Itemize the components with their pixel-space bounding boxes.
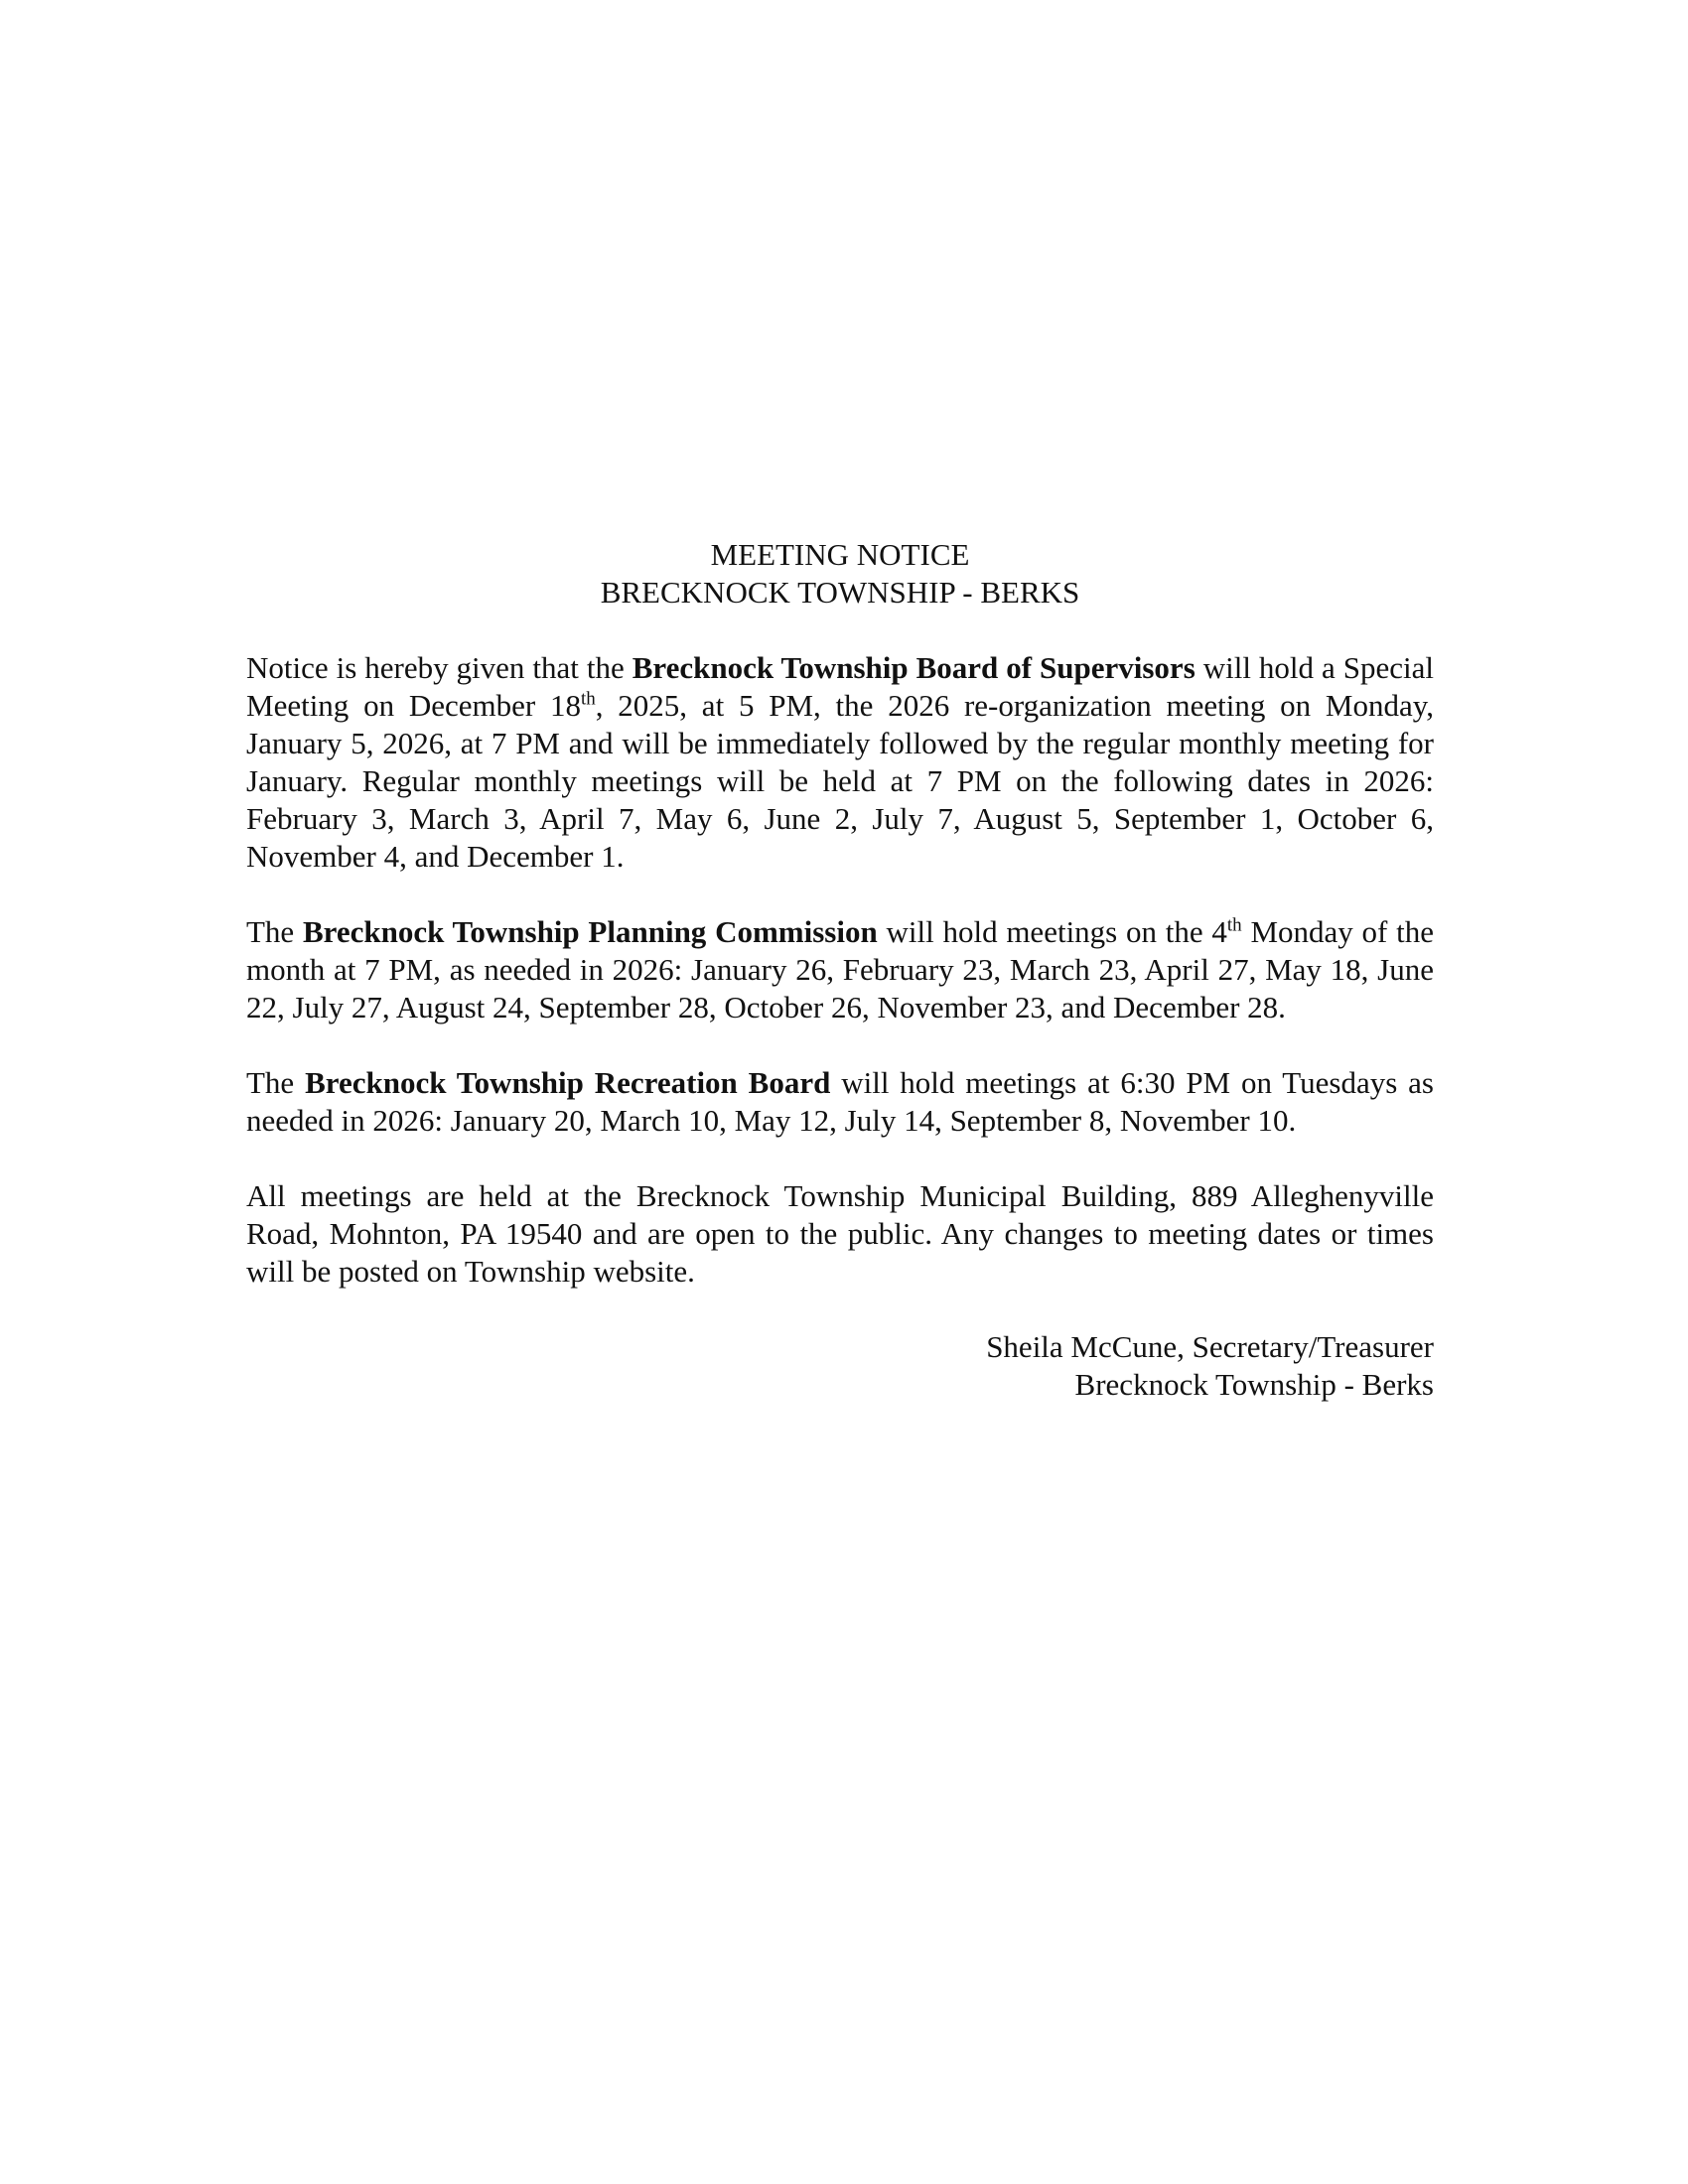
heading-subtitle: BRECKNOCK TOWNSHIP - BERKS	[600, 575, 1080, 610]
supervisors-paragraph	[246, 649, 1434, 876]
planning-paragraph	[246, 913, 1434, 1026]
planning-text-2: Monday of the month at 7 PM, as needed in 2026: January 26, February 23, March 23, April 27, May 18, June 22, July 27, August 24, September 28, October 26, November 23, and December 28.	[246, 914, 1434, 1024]
supervisors-ordinal-suffix: th	[580, 688, 596, 710]
signature-organization: Brecknock Township - Berks	[1074, 1367, 1434, 1402]
recreation-text-1: will hold meetings at 6:30 PM on Tuesdays as needed in 2026: January 20, March 10, May 12, July 14, September 8, November 10.	[246, 1065, 1434, 1138]
planning-text-1: will hold meetings on the 4	[877, 914, 1227, 949]
supervisors-board-name: Brecknock Township Board of Supervisors	[632, 650, 1196, 685]
planning-intro: The	[246, 914, 303, 949]
supervisors-text-1: will hold a Special Meeting on December 18	[246, 650, 1434, 723]
location-paragraph	[246, 1177, 1434, 1291]
recreation-intro: The	[246, 1065, 306, 1100]
heading-title: MEETING NOTICE	[710, 537, 970, 572]
recreation-board-name: Brecknock Township Recreation Board	[305, 1065, 831, 1100]
planning-ordinal-suffix: th	[1226, 914, 1242, 936]
notice-heading	[246, 536, 1434, 612]
notice-content	[246, 536, 1434, 1404]
location-text: All meetings are held at the Brecknock Township Municipal Building, 889 Alleghenyville Road, Mohnton, PA 19540 and are open to the public. Any changes to meeting dates or times will be posted on Township website.	[246, 1178, 1434, 1289]
supervisors-text-2: , 2025, at 5 PM, the 2026 re-organization meeting on Monday, January 5, 2026, at 7 PM and will be immediately followed by the regular monthly meeting for January. Regular monthly meetings will be held at 7 PM on the following dates in 2026: February 3, March 3, April 7, May 6, June 2, July 7, August 5, September 1, October 6, November 4, and December 1.	[246, 688, 1434, 874]
signature-name: Sheila McCune, Secretary/Treasurer	[986, 1329, 1434, 1364]
planning-board-name: Brecknock Township Planning Commission	[302, 914, 878, 949]
recreation-paragraph	[246, 1064, 1434, 1140]
supervisors-intro: Notice is hereby given that the	[246, 650, 633, 685]
signature-block	[246, 1328, 1434, 1404]
